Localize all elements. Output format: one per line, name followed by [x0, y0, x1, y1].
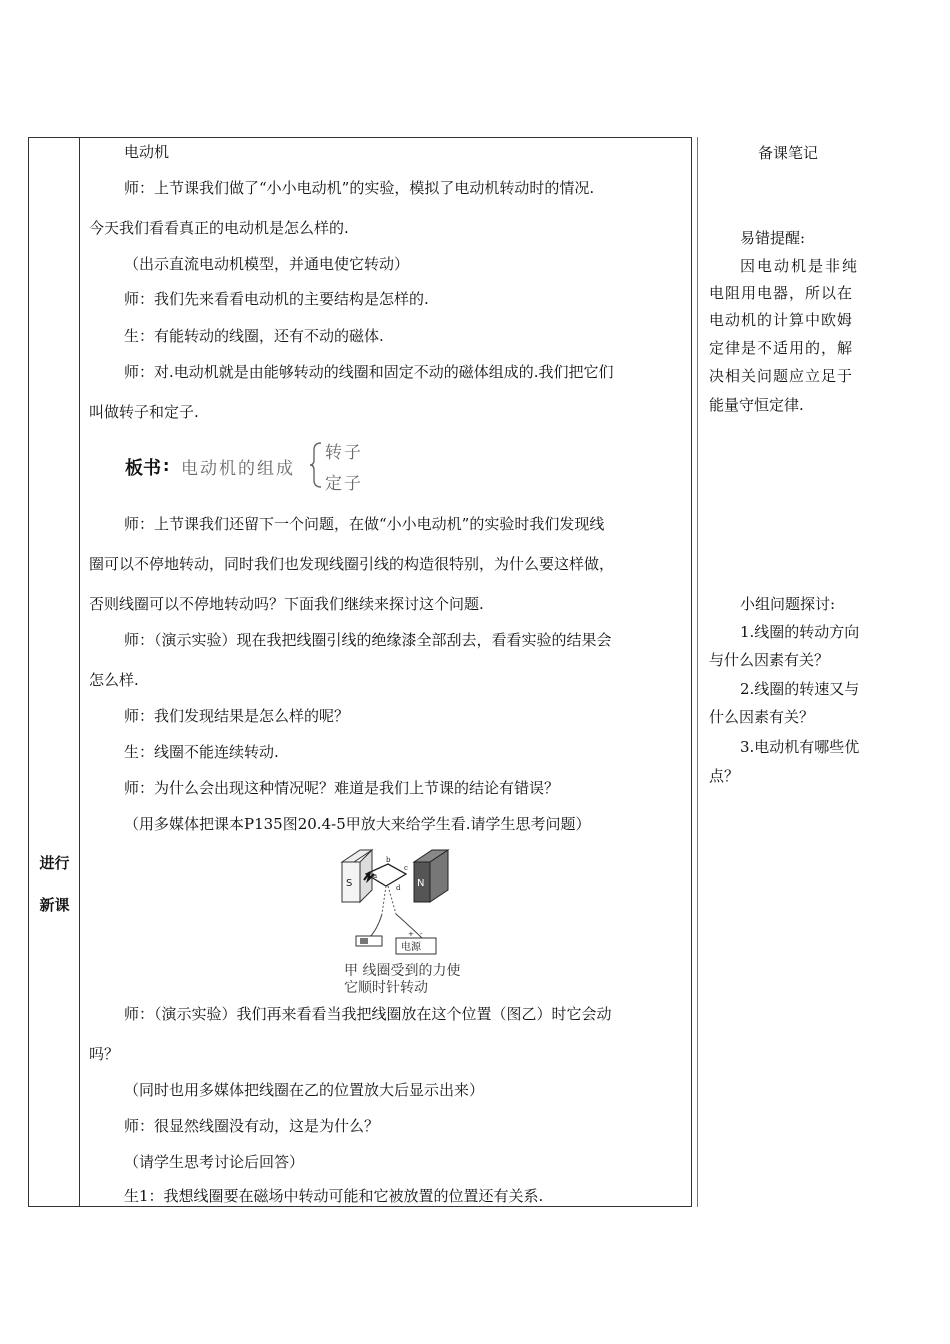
coil-label-d: d [396, 884, 401, 892]
board-item-stator: 定子 [325, 474, 363, 494]
warning-line: 电阻用电器，所以在 [709, 284, 854, 302]
lesson-content [81, 138, 691, 1206]
paragraph-line: 生：线圈不能连续转动. [124, 743, 279, 761]
s-pole-label: S [346, 878, 353, 889]
paragraph-line: 师：上节课我们做了“小小电动机”的实验，模拟了电动机转动时的情况. [124, 179, 595, 197]
group-line: 3.电动机有哪些优 [740, 738, 860, 756]
section-label-line2: 新课 [39, 896, 70, 914]
paragraph-line: 否则线圈可以不停地转动吗？下面我们继续来探讨这个问题. [89, 595, 484, 613]
paragraph-line: 师：我们发现结果是怎么样的呢？ [124, 707, 350, 725]
paragraph-line: 师：对.电动机就是由能够转动的线圈和固定不动的磁体组成的.我们把它们 [124, 363, 614, 381]
power-label: 电源 [401, 942, 421, 953]
brace-icon [309, 442, 323, 488]
paragraph-line: （同时也用多媒体把线圈在乙的位置放大后显示出来） [124, 1081, 485, 1099]
minus-sign: - [420, 930, 423, 938]
board-item-rotor: 转子 [325, 443, 363, 463]
group-line: 与什么因素有关？ [709, 651, 830, 669]
group-line: 什么因素有关？ [709, 708, 815, 726]
notes-title: 备课笔记 [758, 144, 819, 162]
paragraph-line: （出示直流电动机模型，并通电使它转动） [124, 255, 410, 273]
warning-title: 易错提醒: [740, 229, 806, 247]
paragraph-line: 怎么样. [89, 671, 139, 689]
paragraph-line: 圈可以不停地转动，同时我们也发现线圈引线的构造很特别，为什么要这样做， [89, 555, 615, 573]
paragraph-line: 吗？ [89, 1045, 120, 1063]
figure-caption-line1: 甲 线圈受到的力使 [344, 963, 461, 979]
paragraph-line: 叫做转子和定子. [89, 403, 199, 421]
section-label-line1: 进行 [39, 854, 70, 872]
notes-divider [697, 137, 698, 1207]
warning-line: 决相关问题应立足于 [709, 367, 854, 385]
board-text: 电动机的组成 [181, 459, 295, 479]
motor-figure [336, 844, 481, 996]
section-column [29, 138, 80, 1206]
coil-label-a: a [373, 872, 378, 880]
paragraph-line: （用多媒体把课本P135图20.4-5甲放大来给学生看.请学生思考问题） [124, 815, 591, 833]
paragraph-line: 生：有能转动的线圈，还有不动的磁体. [124, 327, 384, 345]
group-title: 小组问题探讨: [740, 595, 836, 613]
paragraph-line: 师：很显然线圈没有动，这是为什么？ [124, 1117, 380, 1135]
board-label: 板书 [125, 458, 161, 479]
coil-label-c: c [404, 864, 408, 872]
lesson-table [28, 137, 692, 1207]
warning-line: 能量守恒定律. [709, 396, 804, 414]
figure-caption-line2: 它顺时针转动 [344, 980, 428, 996]
warning-line: 因电动机是非纯 [740, 257, 860, 275]
plus-sign: + [408, 930, 414, 938]
coil-label-b: b [386, 856, 391, 864]
warning-line: 定律是不适用的，解 [709, 339, 854, 357]
group-line: 点？ [709, 767, 740, 785]
paragraph-line: （请学生思考讨论后回答） [124, 1153, 305, 1171]
warning-line: 电动机的计算中欧姆 [709, 311, 854, 329]
paragraph-line: 师：为什么会出现这种情况呢？难道是我们上节课的结论有错误？ [124, 779, 560, 797]
paragraph-line: 生1：我想线圈要在磁场中转动可能和它被放置的位置还有关系. [124, 1187, 544, 1205]
paragraph-line: 电动机 [124, 143, 170, 161]
group-line: 1.线圈的转动方向 [740, 623, 860, 641]
n-pole-label: N [417, 878, 425, 889]
paragraph-line: 师：（演示实验）我们再来看看当我把线圈放在这个位置（图乙）时它会动 [124, 1005, 612, 1023]
paragraph-line: 师：我们先来看看电动机的主要结构是怎样的. [124, 290, 429, 308]
board-colon: : [163, 456, 170, 475]
paragraph-line: 师：（演示实验）现在我把线圈引线的绝缘漆全部刮去，看看实验的结果会 [124, 631, 612, 649]
paragraph-line: 师：上节课我们还留下一个问题，在做“小小电动机”的实验时我们发现线 [124, 515, 605, 533]
paragraph-line: 今天我们看看真正的电动机是怎么样的. [89, 219, 349, 237]
blackboard-summary [125, 436, 445, 492]
group-line: 2.线圈的转速又与 [740, 680, 860, 698]
